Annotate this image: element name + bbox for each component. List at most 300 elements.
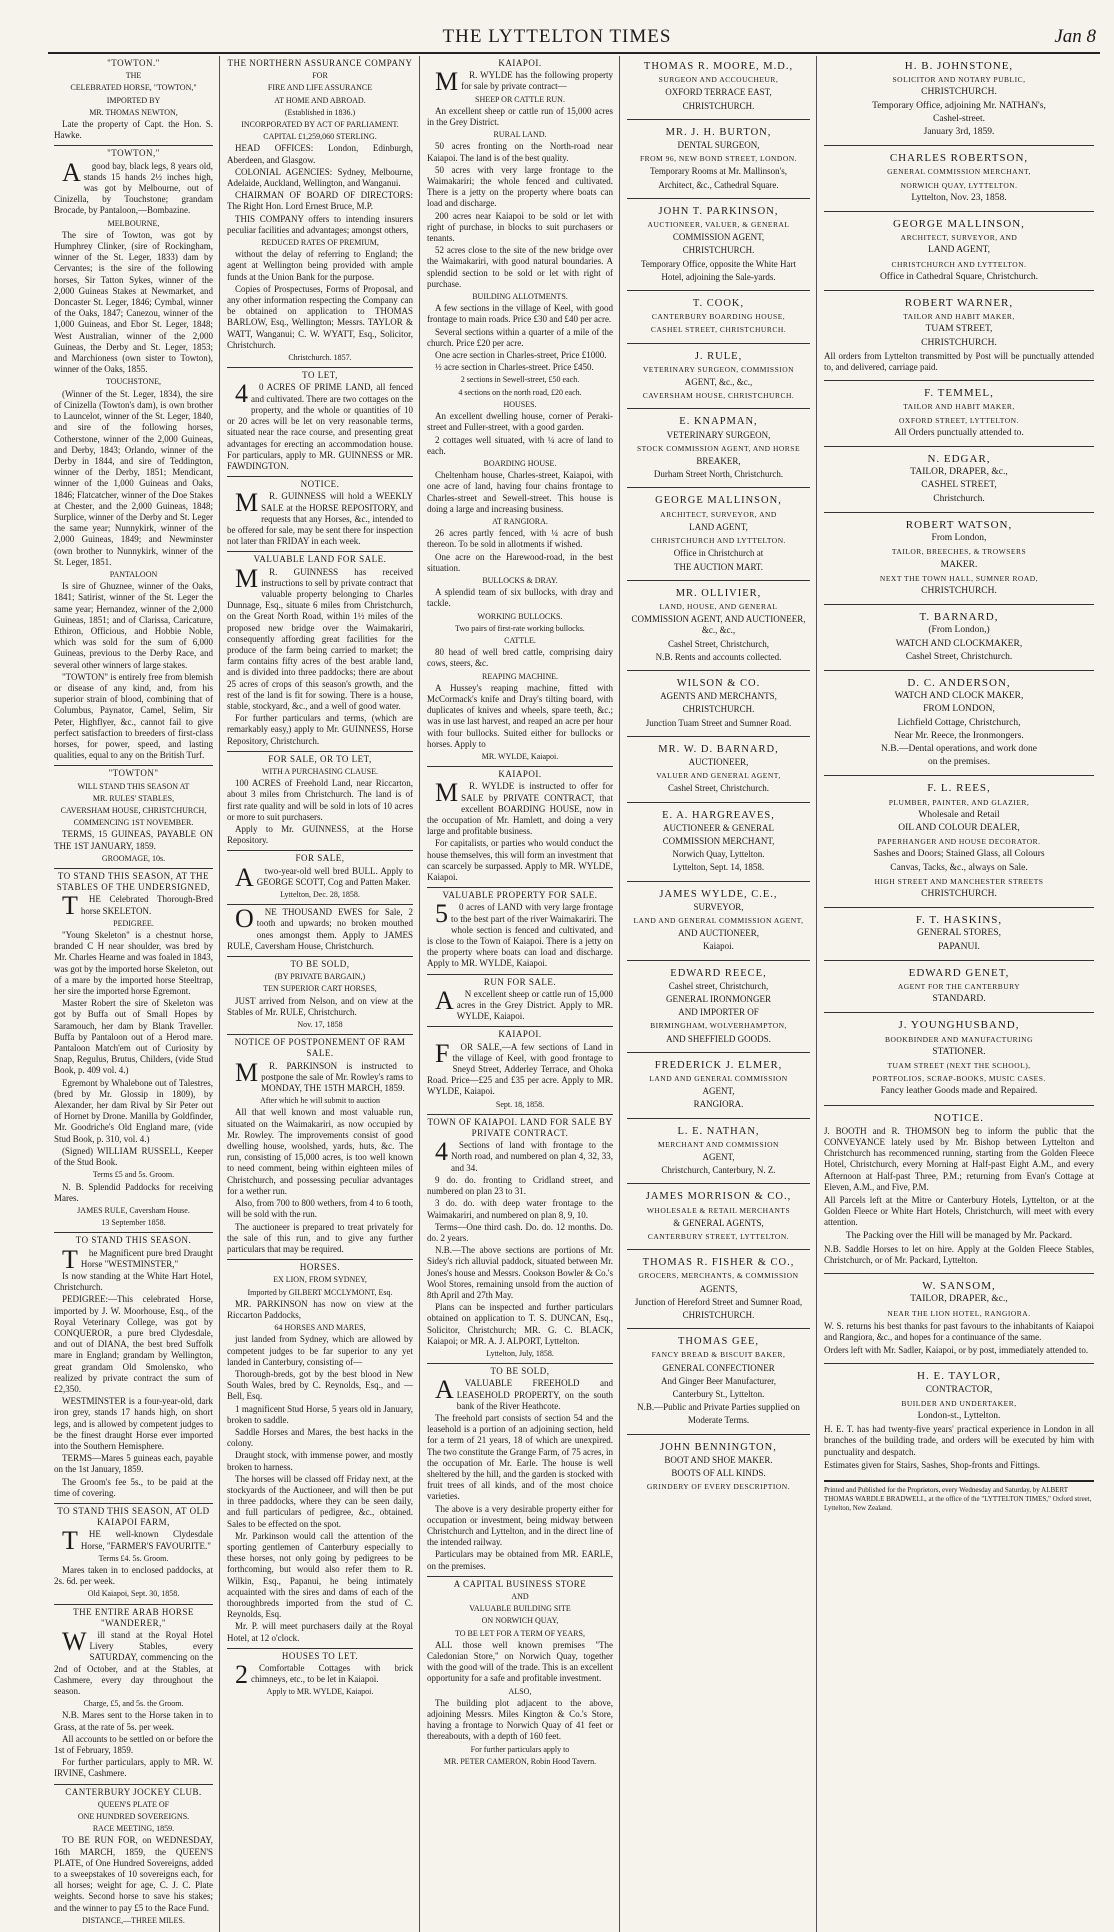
advertisement [54, 58, 213, 146]
ad-text: An excellent sheep or cattle run of 15,000 acres in the Grey District. [427, 105, 613, 128]
ad-text: FIRE AND LIFE ASSURANCE [267, 83, 373, 93]
business-detail: ARCHITECT, SURVEYOR, AND [900, 233, 1018, 243]
business-detail: Temporary Office, adjoining Mr. NATHAN's, [872, 100, 1046, 111]
advertisement [54, 148, 213, 766]
business-card [824, 214, 1094, 291]
business-detail: NORWICH QUAY, LYTTELTON. [900, 180, 1018, 190]
business-detail: AGENT, [702, 1086, 735, 1097]
business-detail: Cashel Street, Christchurch. [905, 651, 1013, 662]
column-1 [48, 56, 220, 1932]
ad-text: "TOWTON" is entirely free from blemish or disease of any kind, and, from his superior strain of blood, combining that of Columbus, Paynator, Camel, Selim, Sir Peter, Highflyer, &c., cannot fail to give perfect satisfaction to breeders of first-class horses, for power, speed, and lasting qualities, equal to any on the British Turf. [54, 671, 213, 761]
business-card [824, 673, 1094, 776]
ad-text: TOUCHSTONE, [105, 377, 162, 387]
ad-text: RACE MEETING, 1859. [92, 1824, 175, 1834]
business-card [824, 148, 1094, 212]
ad-text: Will stand at the Royal Hotel Livery Stables, every SATURDAY, commencing on the 2nd of October, and at the Stables, at Cashmere, every day throughout the season. [54, 1627, 213, 1697]
ad-text: 64 HORSES AND MARES, [274, 1323, 366, 1333]
business-detail: From London, [931, 533, 987, 544]
ad-text: Terms £4. 5s. Groom. [98, 1553, 169, 1563]
ad-text: (Established in 1836.) [284, 107, 356, 117]
ad-text: A Hussey's reaping machine, fitted with McCormack's knife and Dray's tilting board, with duplicates of knives and wheels, spare teeth, &c.; was in use last harvest, and reaped an acre per hour with four bullocks. Suited either for bullocks or horses. Apply to [427, 682, 613, 749]
ad-text: ONE THOUSAND EWES for Sale, 2 tooth and upwards; no broken mouthed ones amongst them. Apply to JAMES RULE, Caversham House, Christchurch. [227, 904, 413, 951]
business-detail: TAILOR, DRAPER, &c., [910, 1294, 1008, 1305]
business-card [824, 910, 1094, 961]
ad-text: The freehold part consists of section 54 and the leasehold is a portion of an adjoining section, held for a term of 21 years, 18 of which are unexpired. The two constitute the Grange Farm, of 75 acres, in the occupation of Mr. Earle. The house is well sheltered by the hill, and the garden is stocked with fruit trees of all kinds, and of the most choice varieties. [427, 1412, 613, 1502]
business-detail: AGENTS, [699, 1283, 738, 1294]
business-detail: LAND AND GENERAL COMMISSION [649, 1074, 788, 1083]
business-detail: January 3rd, 1859. [923, 127, 995, 138]
business-detail: Cashel Street, Christchurch. [668, 783, 769, 794]
ad-text: 1 magnificent Stud Horse, 5 years old in January, broken to saddle. [227, 1403, 413, 1425]
ad-text: MR. RULES' STABLES, [92, 793, 175, 803]
business-detail: AUCTIONEER, [688, 756, 749, 767]
business-detail: CHRISTCHURCH. [921, 888, 997, 899]
business-detail: Sashes and Doors; Stained Glass, all Colours [873, 849, 1045, 860]
business-name: F. TEMMEL, [924, 387, 994, 400]
business-detail: NEXT THE TOWN HALL, SUMNER ROAD, [879, 573, 1039, 583]
business-detail: TAILOR, DRAPER, &c., [910, 467, 1008, 478]
business-card [824, 449, 1094, 513]
business-card [627, 122, 810, 199]
business-card [627, 739, 810, 803]
ad-heading: TO BE SOLD, [490, 1366, 550, 1377]
business-name: E. KNAPMAN, [679, 416, 758, 428]
ad-text: TEN SUPERIOR CART HORSES, [263, 984, 377, 994]
imprint: Printed and Published for the Proprietors, every Wednesday and Saturday, by ALBERT THOMAS WARDLE BRADWELL, at the office of the "LYTTELTON TIMES," Oxford street, Lyttelton, New Zealand. [824, 1480, 1094, 1513]
ad-text: 40 ACRES OF PRIME LAND, all fenced and cultivated. There are two cottages on the property, and the whole or quantities of 10 or 20 acres will be let on very reasonable terms, situated near the race course, and presenting great advantages for erecting an accommodation house. For particulars, apply to MR. GUINNESS or MR. FAWDINGTON. [227, 379, 413, 471]
ad-text: GROOMAGE, 10s. [101, 853, 166, 863]
ad-heading: TO STAND THIS SEASON, AT OLD KAIAPOI FARM, [57, 1505, 210, 1528]
business-name: JAMES WYLDE, C.E., [659, 888, 778, 900]
ad-text: FOR SALE,—A few sections of Land in the village of Keel, with good frontage to Sneyd Street, Adderley Terrace, and Ohoka Road. Price—£25 and £35 per acre. Apply to MR. WYLDE, Kaiapoi. [427, 1038, 613, 1097]
business-detail: Lyttelton, Sept. 14, 1858. [672, 862, 765, 873]
business-detail: BOOTS OF ALL KINDS. [671, 1468, 766, 1479]
business-detail: & GENERAL AGENTS, [673, 1217, 764, 1228]
ad-text: REDUCED RATES OF PREMIUM, [261, 238, 379, 248]
ad-text: MR. GUINNESS has received instructions to sell by private contract that valuable property belonging to Charles Dunnage, Esq., situate 6 miles from Christchurch, on the Great North Road, within 1½ miles of the proposed new bridge over the Waimakariri, consequently affording great facilities for the produce of the farm being carried to market; the farm contains fifty acres of the best arable land, and is divided into three paddocks; there are about 25 acres of crops of this season's growth, and the rest of the land is fit for sowing. There is a house, stable, stockyard, &c., and a well of good water. [227, 563, 413, 711]
ad-heading: RUN FOR SALE. [483, 976, 557, 987]
business-detail: BREAKER, [696, 456, 741, 467]
business-detail: Cashel Street, Christchurch, [668, 638, 769, 649]
business-detail: Christchurch, Canterbury, N. Z. [661, 1165, 776, 1176]
ad-text: A few sections in the village of Keel, with good frontage to main roads. Price £30 and £40 per acre. [427, 303, 613, 325]
ad-text: PEDIGREE. [113, 918, 154, 928]
business-detail: AGENT, &c., &c., [684, 377, 753, 388]
business-detail: CHRISTCHURCH. [921, 585, 997, 596]
business-detail: (From London,) [928, 625, 990, 636]
columns [48, 56, 1100, 1925]
business-detail: FROM LONDON, [923, 704, 995, 715]
business-card [627, 1055, 810, 1119]
business-detail: FANCY BREAD & BISCUIT BAKER, [651, 1350, 786, 1360]
business-detail: AGENTS AND MERCHANTS, [660, 691, 777, 702]
ad-heading: "TOWTON." [107, 58, 160, 68]
advertisement [227, 479, 413, 552]
ad-text: PANTALOON [109, 569, 158, 579]
business-detail: CHRISTCHURCH AND LYTTELTON. [891, 259, 1027, 269]
ad-text: TERMS—Mares 5 guineas each, payable on the 1st January, 1859. [54, 1453, 213, 1475]
ad-text: 26 acres partly fenced, with ¼ acre of bush thereon. To be sold in allotments if wished. [427, 528, 613, 550]
business-name: MR. J. H. BURTON, [665, 126, 772, 138]
ad-heading: TO STAND THIS SEASON. [75, 1235, 192, 1246]
ad-text: The horses will be classed off Friday next, at the stockyards of the Auctioneer, and will then be put in three paddocks, where they can be seen daily, and full particulars of pedigree, &c., obtained. Sales to be effected on the spot. [227, 1473, 413, 1529]
ad-text: Charge, £5, and 5s. the Groom. [83, 1699, 184, 1709]
business-name: EDWARD REECE, [670, 967, 767, 979]
ad-text: Plans can be inspected and further particulars obtained on application to T. S. DUNCAN, Esq., Solicitor, Christchurch; MR. G. C. BLACK, Kaiapoi; or MR. A. J. ALPORT, Lyttelton. [427, 1302, 613, 1346]
ad-text: VALUABLE BUILDING SITE [469, 1604, 571, 1614]
business-card [627, 805, 810, 882]
ad-text: The Magnificent pure bred Draught Horse "WESTMINSTER," [62, 1244, 213, 1274]
ad-text: RURAL LAND. [493, 130, 547, 140]
ad-text: Several sections within a quarter of a mile of the church. Price £20 per acre. [427, 326, 613, 348]
business-detail: SOLICITOR AND NOTARY PUBLIC, [892, 75, 1026, 85]
ad-text: After which he will submit to auction [260, 1096, 380, 1106]
ad-text: 3 do. do. with deep water frontage to the Waimakariri, and numbered on plan 8, 9, 10. [427, 1198, 613, 1220]
advertisement [227, 1262, 413, 1649]
ad-text: THE Celebrated Thorough-Bred horse SKELETON. [62, 891, 213, 921]
ad-heading: FOR SALE, OR TO LET, [268, 753, 372, 764]
business-detail: CASHEL STREET, CHRISTCHURCH. [650, 325, 787, 335]
business-card [627, 1331, 810, 1434]
business-name: FREDERICK J. ELMER, [654, 1059, 783, 1071]
ad-text: "Young Skeleton" is a chestnut horse, branded C H near shoulder, was bred by Mr. Charles Hearne and was foaled in 1843, was got by the imported horse Skeleton, out of a mare by the imported horse Steeltrap, her sire the imported horse Egremont. [54, 930, 213, 997]
ad-heading: VALUABLE LAND FOR SALE. [253, 554, 387, 565]
ad-text: The auctioneer is prepared to treat privately for the sale of this run, and to give any further particulars that may be required. [227, 1221, 413, 1254]
ad-text: TO BE LET FOR A TERM OF YEARS, [455, 1628, 585, 1638]
ad-heading: "TOWTON," [107, 148, 160, 159]
business-card [627, 490, 810, 580]
ad-text: The sire of Towton, was got by Humphrey Clinker, (sire of Rockingham, winner of the St. Leger, 1833) dam by Cervantes; is the sire of the following horses, Sir Tatton Sykes, winner of the 2,000 Guineas Stakes at Newmarket, and Doncaster St. Leger, 1846; Cymbal, winner of the Oaks, 1847; Canezou, winner of the 1,000 Guineas, and Ebor St. Leger, 1848; West Australian, winner of the 2,000 Guineas, the Derby and St. Leger, 1853; and Marchioness (own sister to Towton), winner of the Oaks, 1855. [54, 229, 213, 375]
column-5-ads [824, 56, 1094, 1478]
ad-text: MR. THOMAS NEWTON, [89, 107, 178, 117]
ad-text: BOARDING HOUSE. [483, 458, 557, 468]
ad-text: Egremont by Whalebone out of Talestres, (bred by Mr. Glossip in 1809), by Alexander, her dam Rival by Sir Peter out of Hornet by Drone. Manilla by Goldfinder, Mr. Goodriche's Old England mare, (vide Stud Book, p. 310, vol. 4.) [54, 1077, 213, 1144]
ad-text: Old Kaiapoi, Sept. 30, 1858. [87, 1589, 180, 1599]
ad-heading: TOWN OF KAIAPOI. LAND FOR SALE BY PRIVATE CONTRACT. [427, 1116, 613, 1139]
ad-text: CHAIRMAN OF BOARD OF DIRECTORS: The Right Hon. Lord Ernest Bruce, M.P. [227, 190, 413, 212]
business-card [824, 607, 1094, 671]
column-4 [621, 56, 817, 1932]
business-detail: Temporary Office, opposite the White Hart [641, 258, 796, 269]
business-name: JOHN BENNINGTON, [660, 1441, 777, 1453]
business-detail: COMMISSION MERCHANT, [662, 835, 775, 846]
business-name: F. L. REES, [927, 782, 991, 795]
advertisement [227, 853, 413, 905]
business-detail: BIRMINGHAM, WOLVERHAMPTON, [650, 1021, 787, 1031]
business-detail: LAND, HOUSE, AND GENERAL [659, 601, 778, 611]
business-detail: All orders from Lyttelton transmitted by Post will be punctually attended to, and delivered, carriage paid. [824, 350, 1094, 373]
business-detail: Hotel, adjoining the Sale-yards. [661, 271, 776, 282]
business-name: MR. OLLIVIER, [675, 587, 762, 599]
business-detail: CASHEL STREET, [921, 480, 997, 491]
business-name: F. T. HASKINS, [915, 914, 1003, 927]
business-detail: on the premises. [927, 757, 990, 768]
ad-text: MELBOURNE, [107, 218, 160, 228]
ad-text: TERMS, 15 GUINEAS, PAYABLE ON THE 1ST JANUARY, 1859. [54, 829, 213, 851]
business-detail: Estimates given for Stairs, Sashes, Shop-fronts and Fittings. [824, 1459, 1040, 1470]
ad-heading: FOR SALE, [295, 853, 345, 864]
ad-text: 50 acres fronting on the North-road near Kaiapoi. The land is of the best quality. [427, 141, 613, 163]
ad-text: All that well known and most valuable run, situated on the Waimakariri, as now occupied by Mr. Rowley. The improvements consist of good dwelling house, woolshed, yards, huts, &c. The run, consisting of 15,000 acres, is too well known to need comment, being within eighteen miles of Christchurch, and possessing peculiar advantages for a wether run. [227, 1107, 413, 1196]
ad-text: ALL those well known premises "The Caledonian Store," on Norwich Quay, together with the good will of the trade. This is an excellent opportunity for a safe and profitable investment. [427, 1639, 613, 1684]
business-detail: SURVEYOR, [693, 901, 744, 912]
business-name: W. SANSOM, [922, 1280, 996, 1293]
business-name: D. C. ANDERSON, [907, 676, 1011, 689]
business-detail: THE AUCTION MART. [673, 561, 764, 572]
ad-text: 9 do. do. fronting to Cridland street, and numbered on plan 23 to 31. [427, 1174, 613, 1197]
ad-heading: NOTICE OF POSTPONEMENT OF RAM SALE. [234, 1037, 406, 1059]
business-detail: CAVERSHAM HOUSE, CHRISTCHURCH. [642, 391, 795, 401]
business-detail: Wholesale and Retail [918, 809, 1000, 820]
business-card [627, 1252, 810, 1329]
business-detail: RANGIORA. [693, 1099, 744, 1110]
business-detail: WATCH AND CLOCKMAKER, [895, 638, 1023, 649]
ad-text: ALSO, [508, 1686, 532, 1696]
business-detail: CHRISTCHURCH. [682, 245, 755, 256]
business-card [627, 411, 810, 488]
ad-text: THE [125, 71, 142, 81]
ad-text: MR. PETER CAMERON, Robin Hood Tavern. [443, 1756, 597, 1766]
ad-text: Cheltenham house, Charles-street, Kaiapoi, with one acre of land, having four chains frontage to Charles-street and Sewell-street. This house is doing a large and increasing business. [427, 470, 613, 514]
business-detail: LAND AND GENERAL COMMISSION AGENT, [633, 915, 804, 925]
business-detail: CHRISTCHURCH. [921, 87, 997, 98]
ad-text: 2 sections in Sewell-street, £50 each. [460, 375, 580, 385]
ad-text: PEDIGREE:—This celebrated Horse, imported by J. W. Moorhouse, Esq., of the Royal Veterinary College, was got by CONQUEROR, a pure bred Clydesdale, and out of DIANA, the best bred Suffolk mare in England; grandam by Wellington, great grandam Old Smolensko, who realized by private contract the sum of £2,350. [54, 1294, 213, 1394]
business-name: E. A. HARGREAVES, [662, 809, 775, 821]
ad-text: QUEEN'S PLATE OF [97, 1799, 170, 1809]
business-detail: CHRISTCHURCH AND LYTTELTON. [650, 536, 787, 546]
business-detail: CHRISTCHURCH. [682, 704, 755, 715]
business-detail: N.B.—Dental operations, and work done [881, 743, 1037, 754]
ad-heading: "TOWTON" [108, 768, 159, 779]
business-name: GEORGE MALLINSON, [893, 218, 1025, 231]
business-detail: GENERAL STORES, [917, 928, 1001, 939]
business-card [824, 963, 1094, 1014]
business-card [824, 383, 1094, 447]
ad-text: MR. PARKINSON is instructed to postpone the sale of Mr. Rowley's rams to MONDAY, THE 15TH MARCH, 1859. [235, 1057, 413, 1094]
ad-text: All accounts to be settled on or before the 1st of February, 1859. [54, 1733, 213, 1756]
business-detail: AGENT FOR THE CANTERBURY [897, 981, 1021, 991]
ad-text: Nov. 17, 1858 [297, 1020, 343, 1030]
ad-text: BUILDING ALLOTMENTS. [472, 292, 568, 302]
business-detail: Cashel-street. [933, 113, 985, 124]
ad-text: Is now standing at the White Hart Hotel, Christchurch. [54, 1270, 213, 1293]
business-detail: OXFORD TERRACE EAST, [665, 87, 772, 98]
ad-text: Atwo-year-old well bred BULL. Apply to GEORGE SCOTT, Cog and Patten Maker. [235, 862, 413, 892]
ad-text: CATTLE. [504, 635, 536, 645]
advertisement [54, 1607, 213, 1785]
ad-text: just landed from Sydney, which are allowed by competent judges to be far superior to any yet landed in Canterbury, consisting of— [227, 1334, 413, 1367]
business-detail: COMMISSION AGENT, [672, 232, 765, 243]
business-name: L. E. NATHAN, [677, 1125, 760, 1137]
advertisement [227, 1651, 413, 1702]
business-card [627, 963, 810, 1053]
ad-text: 100 ACRES of Freehold Land, near Riccarton, about 3 miles from Christchurch. The land is of first rate quality and will be sold in lots of 10 acres or more to suit purchasers. [227, 778, 413, 822]
business-detail: AND IMPORTER OF [678, 1007, 759, 1018]
business-card [627, 1437, 810, 1500]
ad-text: Apply to MR. WYLDE, Kaiapoi. [266, 1687, 374, 1697]
ad-heading: THE ENTIRE ARAB HORSE "WANDERER," [73, 1606, 194, 1628]
business-card [627, 884, 810, 961]
ad-text: Copies of Prospectuses, Forms of Proposal, and any other information respecting the Company can be obtained on application to THOMAS BARLOW, Esq., Wellington; Messrs. TAYLOR & WATT, Wanganui; C. W. WYATT, Esq., Solicitor, Christchurch. [227, 283, 413, 350]
ad-text: WESTMINSTER is a four-year-old, dark iron grey, stands 17 hands high, on short legs, and is allowed by competent judges to be the finest draught Horse ever imported into the Southern Hemisphere. [54, 1396, 213, 1451]
ad-text: 50 acres with very large frontage to the Waimakariri; the whole fenced and cultivated. There is a jetty on the property where boats can load and discharge. [427, 164, 613, 209]
ad-text: MR. WYLDE is instructed to offer for SALE by PRIVATE CONTRACT, that excellent BOARDING HOUSE, now in the occupation of Mr. Hamlett, and doing a very large and profitable business. [427, 778, 613, 837]
ad-text: Master Robert the sire of Skeleton was got by Buffa out of Small Hopes by Saramouch, her dam by Blank Traveller. Buffa by Pantaloon out of a Herod mare. Pantaloon Match'em out of Curiosity by Snap, Regulus, Brutus, Childers, (vide Stud Book, p. 409 vol. 4.) [54, 998, 213, 1076]
business-detail: GRINDERY OF EVERY DESCRIPTION. [646, 1482, 791, 1492]
business-card [824, 1366, 1094, 1478]
ad-heading: THE NORTHERN ASSURANCE COMPANY [227, 58, 413, 68]
ad-text: JUST arrived from Nelson, and on view at the Stables of Mr. RULE, Christchurch. [227, 995, 413, 1017]
ad-text: Draught stock, with immense power, and mostly broken to harness. [227, 1450, 413, 1472]
business-detail: Cashel street, Christchurch, [668, 980, 769, 991]
ad-text: Two pairs of first-rate working bullocks. [455, 623, 585, 633]
business-detail: FROM 96, NEW BOND STREET, LONDON. [639, 154, 798, 164]
advertisement [427, 1117, 613, 1364]
column-2 [221, 56, 420, 1932]
business-card [627, 201, 810, 291]
ad-text: For further particulars and terms, (which are remarkably easy,) apply to Mr. GUINNESS, Horse Repository, Christchurch. [227, 713, 413, 746]
ad-text: ONE HUNDRED SOVEREIGNS. [77, 1812, 190, 1822]
ad-text: An excellent dwelling house, corner of Peraki-street and Fuller-street, with a good garden. [427, 411, 613, 433]
business-detail: STOCK COMMISSION AGENT, AND HORSE [636, 443, 801, 453]
business-detail: TUAM STREET, [925, 324, 993, 335]
business-detail: BUILDER AND UNDERTAKER, [901, 1398, 1017, 1408]
ad-text: WORKING BULLOCKS. [477, 611, 563, 621]
advertisement [227, 370, 413, 477]
business-detail: CHRISTCHURCH. [921, 337, 997, 348]
business-name: CHARLES ROBERTSON, [889, 152, 1029, 165]
business-detail: GENERAL IRONMONGER [666, 993, 771, 1004]
ad-text: REAPING MACHINE. [482, 671, 558, 681]
business-card [824, 293, 1094, 381]
business-name: WILSON & CO. [676, 677, 761, 689]
ad-text: THE well-known Clydesdale Horse, "FARMER'S FAVOURITE." [62, 1526, 213, 1556]
ad-text: CAPITAL £1,259,060 STERLING. [263, 132, 377, 142]
business-card [627, 56, 810, 120]
business-name: GEORGE MALLINSON, [655, 495, 782, 507]
business-detail: SURGEON AND ACCOUCHEUR, [658, 75, 779, 85]
ad-text: JAMES RULE, Caversham House. [77, 1205, 190, 1215]
ad-text: One acre on the Harewood-road, in the best situation. [427, 551, 613, 573]
ad-text: N. B. Splendid Paddocks for receiving Mares. [54, 1181, 213, 1203]
business-name: ROBERT WATSON, [905, 518, 1013, 531]
ad-text: IMPORTED BY [106, 95, 161, 105]
business-name: THOMAS R. MOORE, M.D., [643, 61, 794, 72]
ad-text: Saddle Horses and Mares, the best hacks in the colony. [227, 1426, 413, 1449]
ad-text: Thorough-breds, got by the best blood in New South Wales, bred by C. Reynolds, Esq., and — Bell, Esq. [227, 1368, 413, 1402]
business-detail: CANTERBURY BOARDING HOUSE, [651, 312, 786, 322]
ad-text: ON NORWICH QUAY, [481, 1616, 559, 1626]
business-name: ROBERT WARNER, [904, 297, 1014, 310]
business-detail: PAPERHANGER AND HOUSE DECORATOR. [877, 837, 1041, 847]
ad-text: The Groom's fee 5s., to be paid at the time of covering. [54, 1476, 213, 1498]
business-detail: TUAM STREET (NEXT THE SCHOOL), [887, 1061, 1031, 1070]
ad-text: Mares taken in to enclosed paddocks, at 2s. 6d. per week. [54, 1565, 213, 1587]
business-card [627, 1186, 810, 1250]
business-detail: DENTAL SURGEON, [677, 140, 760, 151]
advertisement [54, 768, 213, 869]
ad-heading: TO BE SOLD, [290, 959, 350, 970]
business-detail: Near Mr. Reece, the Ironmongers. [894, 730, 1024, 741]
ad-text: Terms £5 and 5s. Groom. [92, 1170, 175, 1180]
business-card [824, 1108, 1094, 1275]
business-detail: London-st., Lyttelton. [917, 1411, 1001, 1422]
ad-text: Agood bay, black legs, 8 years old, stands 15 hands 2½ inches high, was got by Melbourne, out of Cinizella, by Touchstone; grandam Brocade, by Pantaloon,—Bombazine. [54, 157, 213, 216]
ad-text: AT HOME AND ABROAD. [274, 95, 366, 105]
business-detail: MERCHANT AND COMMISSION [658, 1139, 779, 1149]
business-detail: WATCH AND CLOCK MAKER, [894, 691, 1024, 702]
business-detail: J. BOOTH and R. THOMSON beg to inform the public that the CONVEYANCE lately used by Mr. Bishop between Lyttelton and Christchurch has recommenced running, starting from the Golden Fleece Hotel, Christchurch, every Morning at Half-past Eight A.M., and every Afternoon at Half-past Three, P.M.; returning from Evan's Cottage at Eleven, A.M., and Five, P.M. [824, 1125, 1094, 1192]
business-name: THOMAS R. FISHER & CO., [642, 1257, 795, 1269]
ad-text: 4Sections of land with frontage to the North road, and numbered on plan 4, 32, 33, and 34. [435, 1137, 613, 1173]
business-detail: Temporary Rooms at Mr. Mallinson's, [650, 166, 787, 177]
business-detail: STATIONER. [932, 1046, 986, 1057]
business-detail: AUCTIONEER, VALUER, & GENERAL [647, 220, 790, 230]
ad-text: Particulars may be obtained from MR. EARLE, on the premises. [427, 1549, 613, 1571]
ad-text: The building plot adjacent to the above, adjoining Messrs. Miles Kington & Co.'s Store, having a frontage to Norwich Quay of 41 feet or thereabouts, with a depth of 160 feet. [427, 1697, 613, 1742]
business-detail: PAPANUI. [938, 941, 980, 952]
business-detail: PORTFOLIOS, SCRAP-BOOKS, MUSIC CASES. [872, 1074, 1046, 1084]
business-detail: Junction Tuam Street and Sumner Road. [645, 717, 792, 728]
ad-text: Mr. Parkinson would call the attention of the sporting gentlemen of Canterbury especially to these horses, not only going by pedigrees to be forthcoming, but would also refer them to R. Wilkin, Esq., Papanui, he being intimately acquainted with the sires and dams of each of the thoroughbreds imported from the stud of C. Reynolds, Esq. [227, 1530, 413, 1620]
ad-text: Terms—One third cash. Do. do. 12 months. Do. do. 2 years. [427, 1221, 613, 1243]
business-detail: AGENT, [702, 1152, 735, 1163]
column-5 [818, 56, 1100, 1932]
newspaper-title: THE LYTTELTON TIMES [442, 26, 672, 47]
business-detail: BOOKBINDER AND MANUFACTURING [884, 1034, 1034, 1044]
business-detail: All Parcels left at the Mitre or Canterbury Hotels, Lyttelton, or at the Golden Fleece or White Hart Hotels, Christchurch, will meet with every attention. [824, 1195, 1094, 1228]
ad-text: Lyttelton, July, 1858. [486, 1348, 554, 1358]
ad-heading: KAIAPOI. [498, 58, 542, 68]
business-detail: ARCHITECT, SURVEYOR, AND [660, 509, 777, 519]
ad-text: Sept. 18, 1858. [495, 1099, 545, 1109]
advertisement [227, 58, 413, 368]
ad-text: EX LION, FROM SYDNEY, [273, 1275, 367, 1285]
business-card [627, 583, 810, 671]
ad-text: For further particulars apply to [470, 1744, 570, 1754]
ad-text: Is sire of Ghuznee, winner of the Oaks, 1841; Satirist, winner of the St. Leger the same year; Hernandez, winner of the 2,000 Guineas, 1851; and of Clarissa, Caricature, Ethiron, Officious, and Hobbie Noble, which was sold for the sum of 6,000 Guineas, previous to the Derby Race, and several other winners of large stakes. [54, 581, 213, 670]
ad-text: Lyttelton, Dec. 28, 1858. [280, 890, 360, 900]
ad-text: MR. WYLDE, Kaiapoi. [481, 751, 559, 761]
ad-text: For capitalists, or parties who would conduct the house themselves, this will form an investment that can scarcely be surpassed. Apply to MR. WYLDE, Kaiapoi. [427, 838, 613, 883]
ad-text: AT RANGIORA. [492, 516, 548, 526]
business-detail: VETERINARY SURGEON, [666, 429, 771, 440]
ad-heading: TO LET, [302, 370, 338, 381]
ad-text: 200 acres near Kaiapoi to be sold or let with right of purchase, in blocks to suit purchasers or tenants. [427, 210, 613, 244]
business-detail: CONTRACTOR, [925, 1384, 993, 1395]
advertisement [427, 977, 613, 1028]
business-name: JAMES MORRISON & CO., [645, 1191, 792, 1203]
business-detail: W. S. returns his best thanks for past favours to the inhabitants of Kaiapoi and Rangiora, &c., and hopes for a continuance of the same. [824, 1320, 1094, 1343]
advertisement [427, 1366, 613, 1577]
business-detail: VALUER AND GENERAL AGENT, [656, 771, 781, 781]
business-detail: TAILOR AND HABIT MAKER, [903, 312, 1015, 322]
business-card [627, 346, 810, 410]
advertisement [427, 1579, 613, 1771]
business-card [824, 1015, 1094, 1105]
business-detail: TAILOR, BREECHES, & TROWSERS [891, 547, 1027, 557]
business-detail: Canterbury St., Lyttelton. [672, 1389, 765, 1400]
ad-text: THIS COMPANY offers to intending insurers peculiar facilities and advantages; amongst others, [227, 213, 413, 235]
ad-heading: HOUSES TO LET. [281, 1650, 359, 1661]
business-detail: LAND AGENT, [689, 521, 748, 532]
advertisement [227, 1037, 413, 1260]
ad-text: HOUSES. [503, 399, 537, 409]
ad-text: MR. GUINNESS will hold a WEEKLY SALE at the HORSE REPOSITORY, and requests that any Horses, &c., intended to be offered for sale, may be sent there for inspection not later than FRIDAY in each week. [227, 488, 413, 547]
business-name: N. EDGAR, [927, 453, 991, 466]
business-detail: CHRISTCHURCH. [682, 1310, 755, 1321]
